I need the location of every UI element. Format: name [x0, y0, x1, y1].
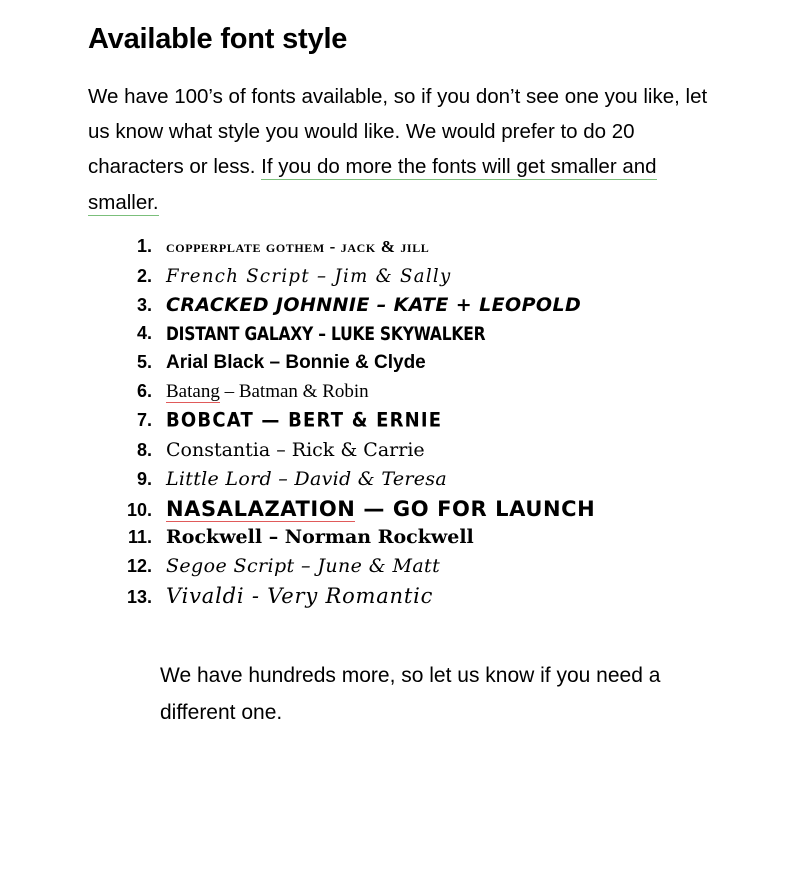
font-sample-nasalazation-rest: — GO FOR LAUNCH [355, 496, 596, 521]
font-sample-batang [166, 381, 369, 403]
font-sample-rockwell: Rockwell – Norman Rockwell [166, 525, 474, 548]
list-item [108, 352, 743, 378]
list-item-number: 5. [136, 351, 152, 372]
page-title: Available font style [88, 23, 348, 55]
intro-paragraph [88, 79, 708, 220]
list-item-number: 8. [136, 439, 152, 460]
list-item-number: 2. [136, 265, 152, 286]
intro-text-part2: If you do more the fonts will get smaller and smaller. [88, 155, 657, 214]
list-item-number: 7. [136, 409, 152, 430]
list-item [108, 555, 743, 581]
list-item-number: 3. [136, 294, 152, 315]
font-sample-vivaldi: Vivaldi - Very Romantic [166, 583, 434, 608]
list-item-number: 6. [136, 380, 152, 401]
list-item [108, 526, 743, 552]
font-sample-cracked-johnnie: CRACKED JOHNNIE – KATE + LEOPOLD [166, 293, 582, 316]
font-sample-batang-rest: – Batman & Robin [219, 380, 369, 402]
font-sample-segoe-script: Segoe Script – June & Matt [166, 554, 441, 577]
list-item-number: 9. [136, 468, 152, 489]
spellcheck-underline: Batang [166, 380, 220, 402]
list-item-number: 11. [127, 526, 152, 547]
font-sample-copperplate-gothem: copperplate gothem - jack & jill [166, 236, 430, 256]
intro-text-part1: We have 100’s of fonts available, so if you don’t see one you like, let us know what style you would like. We would prefer to do 20 characters or less. [88, 84, 708, 179]
list-item [108, 584, 743, 610]
list-item [108, 439, 743, 465]
list-item [108, 497, 743, 523]
font-sample-arial-black: Arial Black – Bonnie & Clyde [166, 351, 426, 373]
font-sample-nasalazation [166, 497, 595, 521]
list-item [108, 236, 743, 262]
list-item-number: 4. [136, 322, 152, 343]
font-sample-constantia: Constantia – Rick & Carrie [166, 438, 425, 461]
font-sample-distant-galaxy: DISTANT GALAXY – LUKE SKYWALKER [166, 323, 486, 345]
font-sample-bobcat: BOBCAT — BERT & ERNIE [166, 408, 443, 432]
spellcheck-underline: NASALAZATION [166, 496, 356, 521]
list-item-number: 10. [126, 499, 152, 520]
list-item-number: 12. [126, 555, 152, 576]
list-item [108, 381, 743, 407]
closing-paragraph: We have hundreds more, so let us know if you need a different one. [160, 663, 661, 724]
list-item [108, 294, 743, 320]
list-item [108, 323, 743, 349]
font-sample-little-lord: Little Lord – David & Teresa [166, 467, 447, 490]
list-item [108, 468, 743, 494]
list-item [108, 410, 743, 436]
list-item-number: 1. [136, 235, 152, 256]
list-item [108, 265, 743, 291]
list-item-number: 13. [126, 586, 152, 607]
font-sample-list [88, 236, 743, 610]
font-sample-french-script: French Script – Jim & Sally [166, 264, 452, 287]
